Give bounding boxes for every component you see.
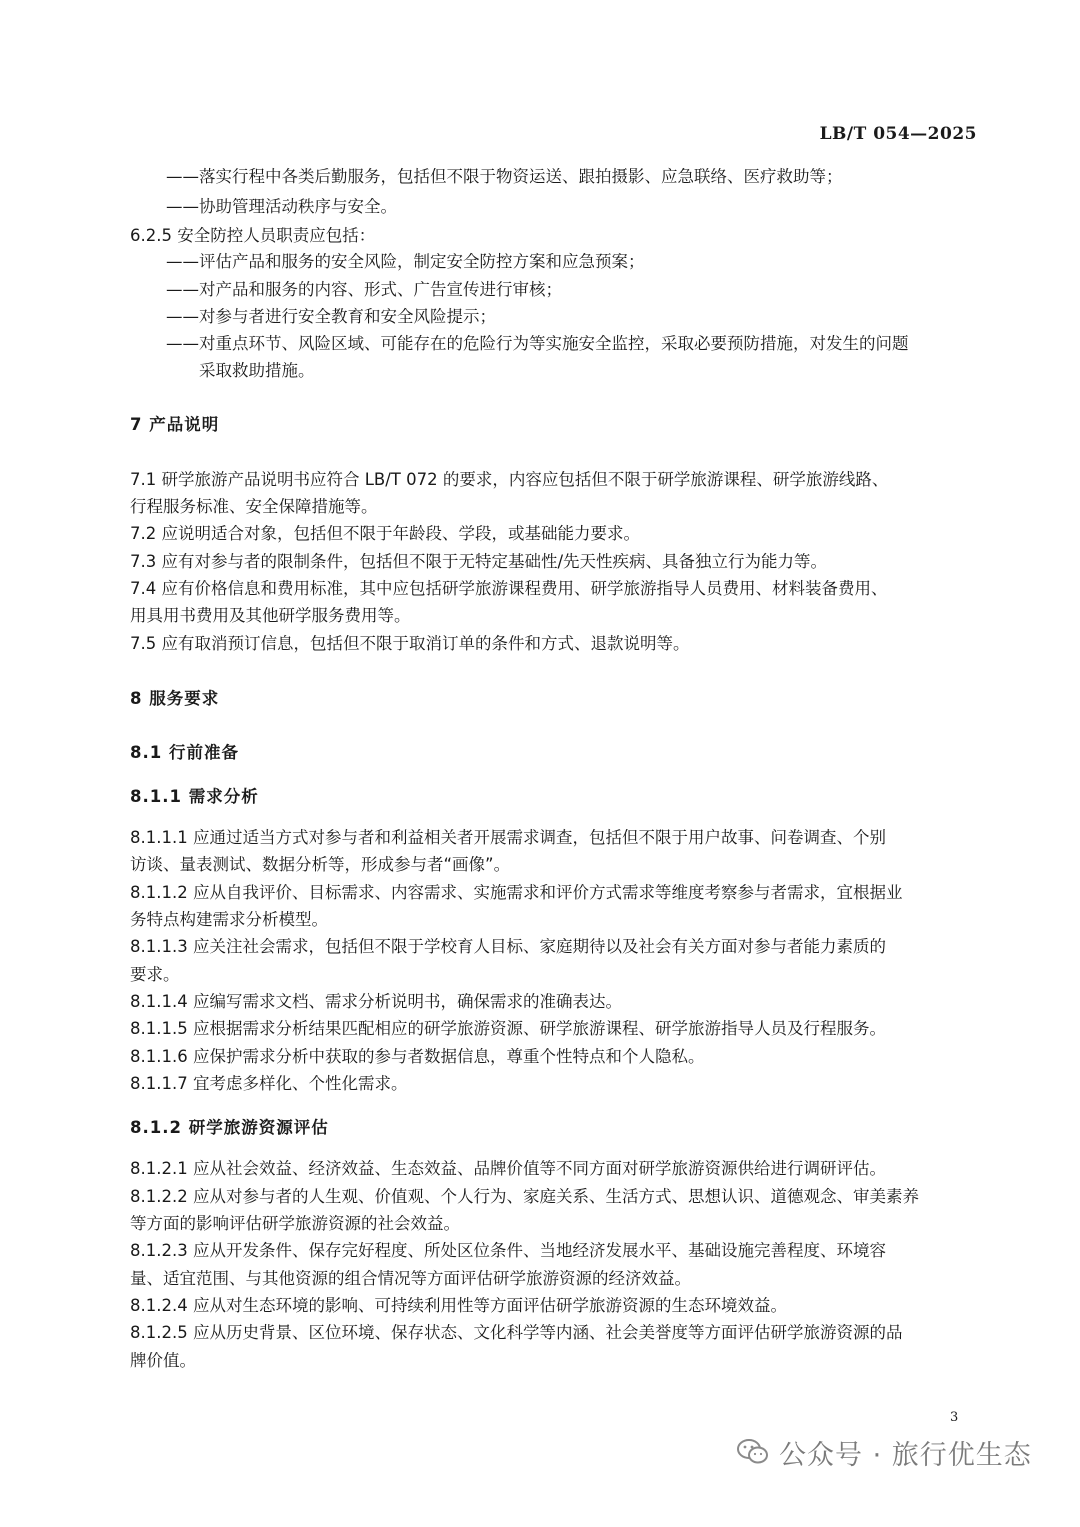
text-line: 8.1.1.1 应通过适当方式对参与者和利益相关者开展需求调查，包括但不限于用户故事、问卷调查、个别 [130, 828, 886, 847]
watermark-text: 公众号 · 旅行优生态 [779, 1439, 1032, 1471]
text-line: 量、适宜范围、与其他资源的组合情况等方面评估研学旅游资源的经济效益。 [130, 1269, 691, 1288]
text-line: 7.4 应有价格信息和费用标准，其中应包括研学旅游课程费用、研学旅游指导人员费用、材料装备费用、 [130, 579, 888, 598]
text-line: 8.1.1.4 应编写需求文档、需求分析说明书，确保需求的准确表达。 [130, 992, 622, 1011]
text-line: 用具用书费用及其他研学服务费用等。 [130, 606, 411, 625]
section-heading: 7 产品说明 [130, 415, 220, 434]
text-line: 要求。 [130, 965, 180, 984]
text-line: 8.1.2.3 应从开发条件、保存完好程度、所处区位条件、当地经济发展水平、基础设施完善程度、环境容 [130, 1241, 886, 1260]
section-heading: 8.1.1 需求分析 [130, 787, 259, 806]
text-line: 7.1 研学旅游产品说明书应符合 LB/T 072 的要求，内容应包括但不限于研学旅游课程、研学旅游线路、 [130, 470, 889, 489]
section-heading: 8 服务要求 [130, 689, 220, 708]
text-line: ——对重点环节、风险区域、可能存在的危险行为等实施安全监控，采取必要预防措施，对发生的问题 [166, 334, 909, 353]
text-line: 务特点构建需求分析模型。 [130, 910, 328, 929]
wechat-icon [737, 1438, 769, 1466]
text-line: 行程服务标准、安全保障措施等。 [130, 497, 378, 516]
text-line: 访谈、量表测试、数据分析等，形成参与者“画像”。 [130, 855, 511, 874]
text-line: 等方面的影响评估研学旅游资源的社会效益。 [130, 1214, 460, 1233]
text-line: 6.2.5 安全防控人员职责应包括： [130, 226, 376, 245]
text-line: 8.1.2.1 应从社会效益、经济效益、生态效益、品牌价值等不同方面对研学旅游资源供给进行调研评估。 [130, 1159, 886, 1178]
text-line: 7.2 应说明适合对象，包括但不限于年龄段、学段，或基础能力要求。 [130, 524, 640, 543]
text-line: 8.1.2.5 应从历史背景、区位环境、保存状态、文化科学等内涵、社会美誉度等方面评估研学旅游资源的品 [130, 1323, 903, 1342]
text-line: 8.1.1.2 应从自我评价、目标需求、内容需求、实施需求和评价方式需求等维度考察参与者需求，宜根据业 [130, 883, 903, 902]
text-line: 7.5 应有取消预订信息，包括但不限于取消订单的条件和方式、退款说明等。 [130, 634, 690, 653]
text-line: 8.1.1.6 应保护需求分析中获取的参与者数据信息，尊重个性特点和个人隐私。 [130, 1047, 705, 1066]
text-line: 7.3 应有对参与者的限制条件，包括但不限于无特定基础性/先天性疾病、具备独立行为能力等。 [130, 552, 828, 571]
text-line: ——评估产品和服务的安全风险，制定安全防控方案和应急预案； [166, 252, 645, 271]
text-line: 8.1.1.5 应根据需求分析结果匹配相应的研学旅游资源、研学旅游课程、研学旅游指导人员及行程服务。 [130, 1019, 886, 1038]
standard-code: LB/T 054—2025 [819, 124, 977, 144]
text-line: 8.1.1.7 宜考虑多样化、个性化需求。 [130, 1074, 408, 1093]
text-line: ——对参与者进行安全教育和安全风险提示； [166, 307, 496, 326]
text-line: 8.1.2.2 应从对参与者的人生观、价值观、个人行为、家庭关系、生活方式、思想认识、道德观念、审美素养 [130, 1187, 919, 1206]
text-line: ——协助管理活动秩序与安全。 [166, 197, 397, 216]
text-line: 采取救助措施。 [199, 361, 315, 380]
text-line: ——落实行程中各类后勤服务，包括但不限于物资运送、跟拍摄影、应急联络、医疗救助等； [166, 167, 843, 186]
text-line: 8.1.2.4 应从对生态环境的影响、可持续利用性等方面评估研学旅游资源的生态环境效益。 [130, 1296, 787, 1315]
section-heading: 8.1.2 研学旅游资源评估 [130, 1118, 329, 1137]
text-line: 8.1.1.3 应关注社会需求，包括但不限于学校育人目标、家庭期待以及社会有关方面对参与者能力素质的 [130, 937, 886, 956]
text-line: ——对产品和服务的内容、形式、广告宣传进行审核； [166, 280, 562, 299]
page-number: 3 [950, 1410, 959, 1425]
text-line: 牌价值。 [130, 1351, 196, 1370]
section-heading: 8.1 行前准备 [130, 743, 239, 762]
watermark [737, 1432, 1032, 1472]
